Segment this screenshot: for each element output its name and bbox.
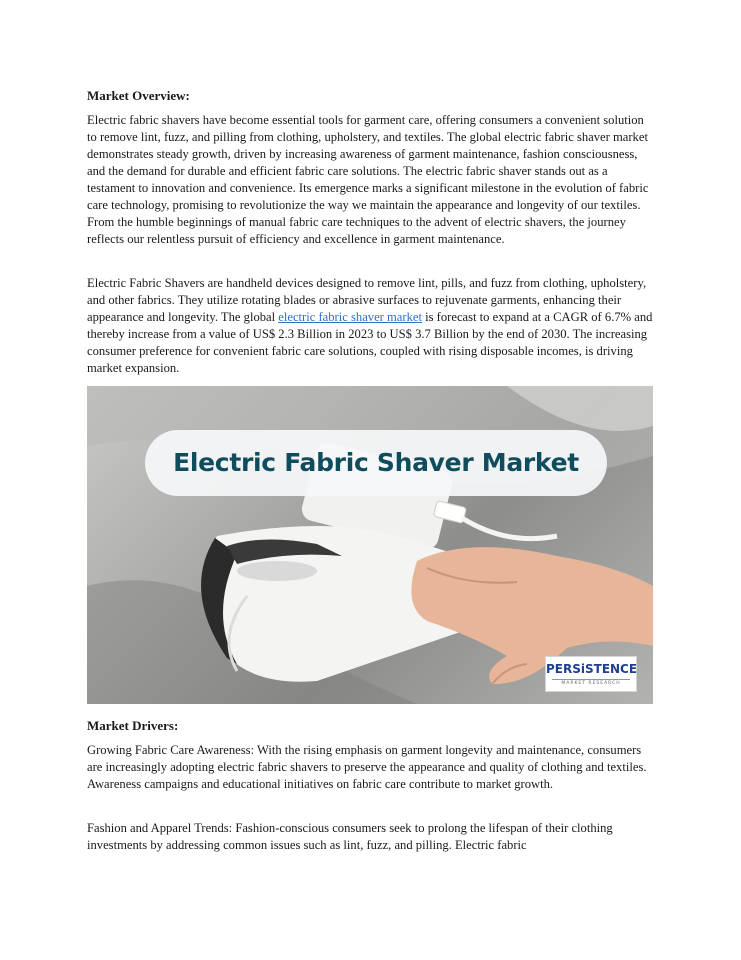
title-banner bbox=[145, 430, 607, 496]
logo-wordmark: PERSiSTENCE bbox=[546, 662, 638, 676]
overview-paragraph-2 bbox=[87, 275, 655, 377]
drivers-paragraph-2: Fashion and Apparel Trends: Fashion-conscious consumers seek to prolong the lifespan of their clothing investments by addressing common issues such as lint, fuzz, and pilling. Electric fabric bbox=[87, 821, 613, 852]
market-report-link[interactable]: electric fabric shaver market bbox=[278, 310, 422, 324]
hero-image bbox=[87, 386, 653, 704]
market-drivers-heading: Market Drivers: bbox=[87, 718, 179, 733]
market-overview-heading: Market Overview: bbox=[87, 88, 190, 103]
overview-paragraph-1: Electric fabric shavers have become essential tools for garment care, offering consumers a convenient solution to remove lint, fuzz, and pilling from clothing, upholstery, and textiles. The global electric fabric shaver market demonstrates steady growth, driven by increasing awareness of garment maintenance, fashion consciousness, and the demand for durable and efficient fabric care solutions. The electric fabric shaver stands out as a testament to innovation and convenience. Its emergence marks a significant milestone in the evolution of fabric care technology, promising to revolutionize the way we maintain the appearance and longevity of our textiles. From the humble beginnings of manual fabric care techniques to the advent of electric shavers, the journey reflects our relentless pursuit of efficiency and excellence in garment maintenance. bbox=[87, 113, 649, 246]
logo-tagline: MARKET RESEARCH bbox=[552, 679, 630, 688]
paragraph-2-text-end: is forecast to expand at a CAGR of 6.7% and thereby increase from a value of US$ 2.3 Billion in 2023 to US$ 3.7 Billion by the end of 2030. The increasing consumer preference for convenient fabric care solutions, coupled with rising disposable incomes, is driving market expansion. bbox=[87, 310, 653, 375]
drivers-paragraph-1: Growing Fabric Care Awareness: With the rising emphasis on garment longevity and maintenance, consumers are increasingly adopting electric fabric shavers to preserve the appearance and quality of clothing and textiles. Awareness campaigns and educational initiatives on fabric care contribute to market growth. bbox=[87, 743, 647, 791]
paragraph-2-text-start: Electric Fabric Shavers are handheld devices designed to remove lint, pills, and fuzz from clothing, upholstery, and other fabrics. They utilize rotating blades or abrasive surfaces to rejuvenate garments, enhancing their appearance and longevity. The global bbox=[87, 276, 647, 324]
persistence-logo bbox=[545, 656, 637, 692]
banner-title: Electric Fabric Shaver Market bbox=[173, 448, 579, 477]
